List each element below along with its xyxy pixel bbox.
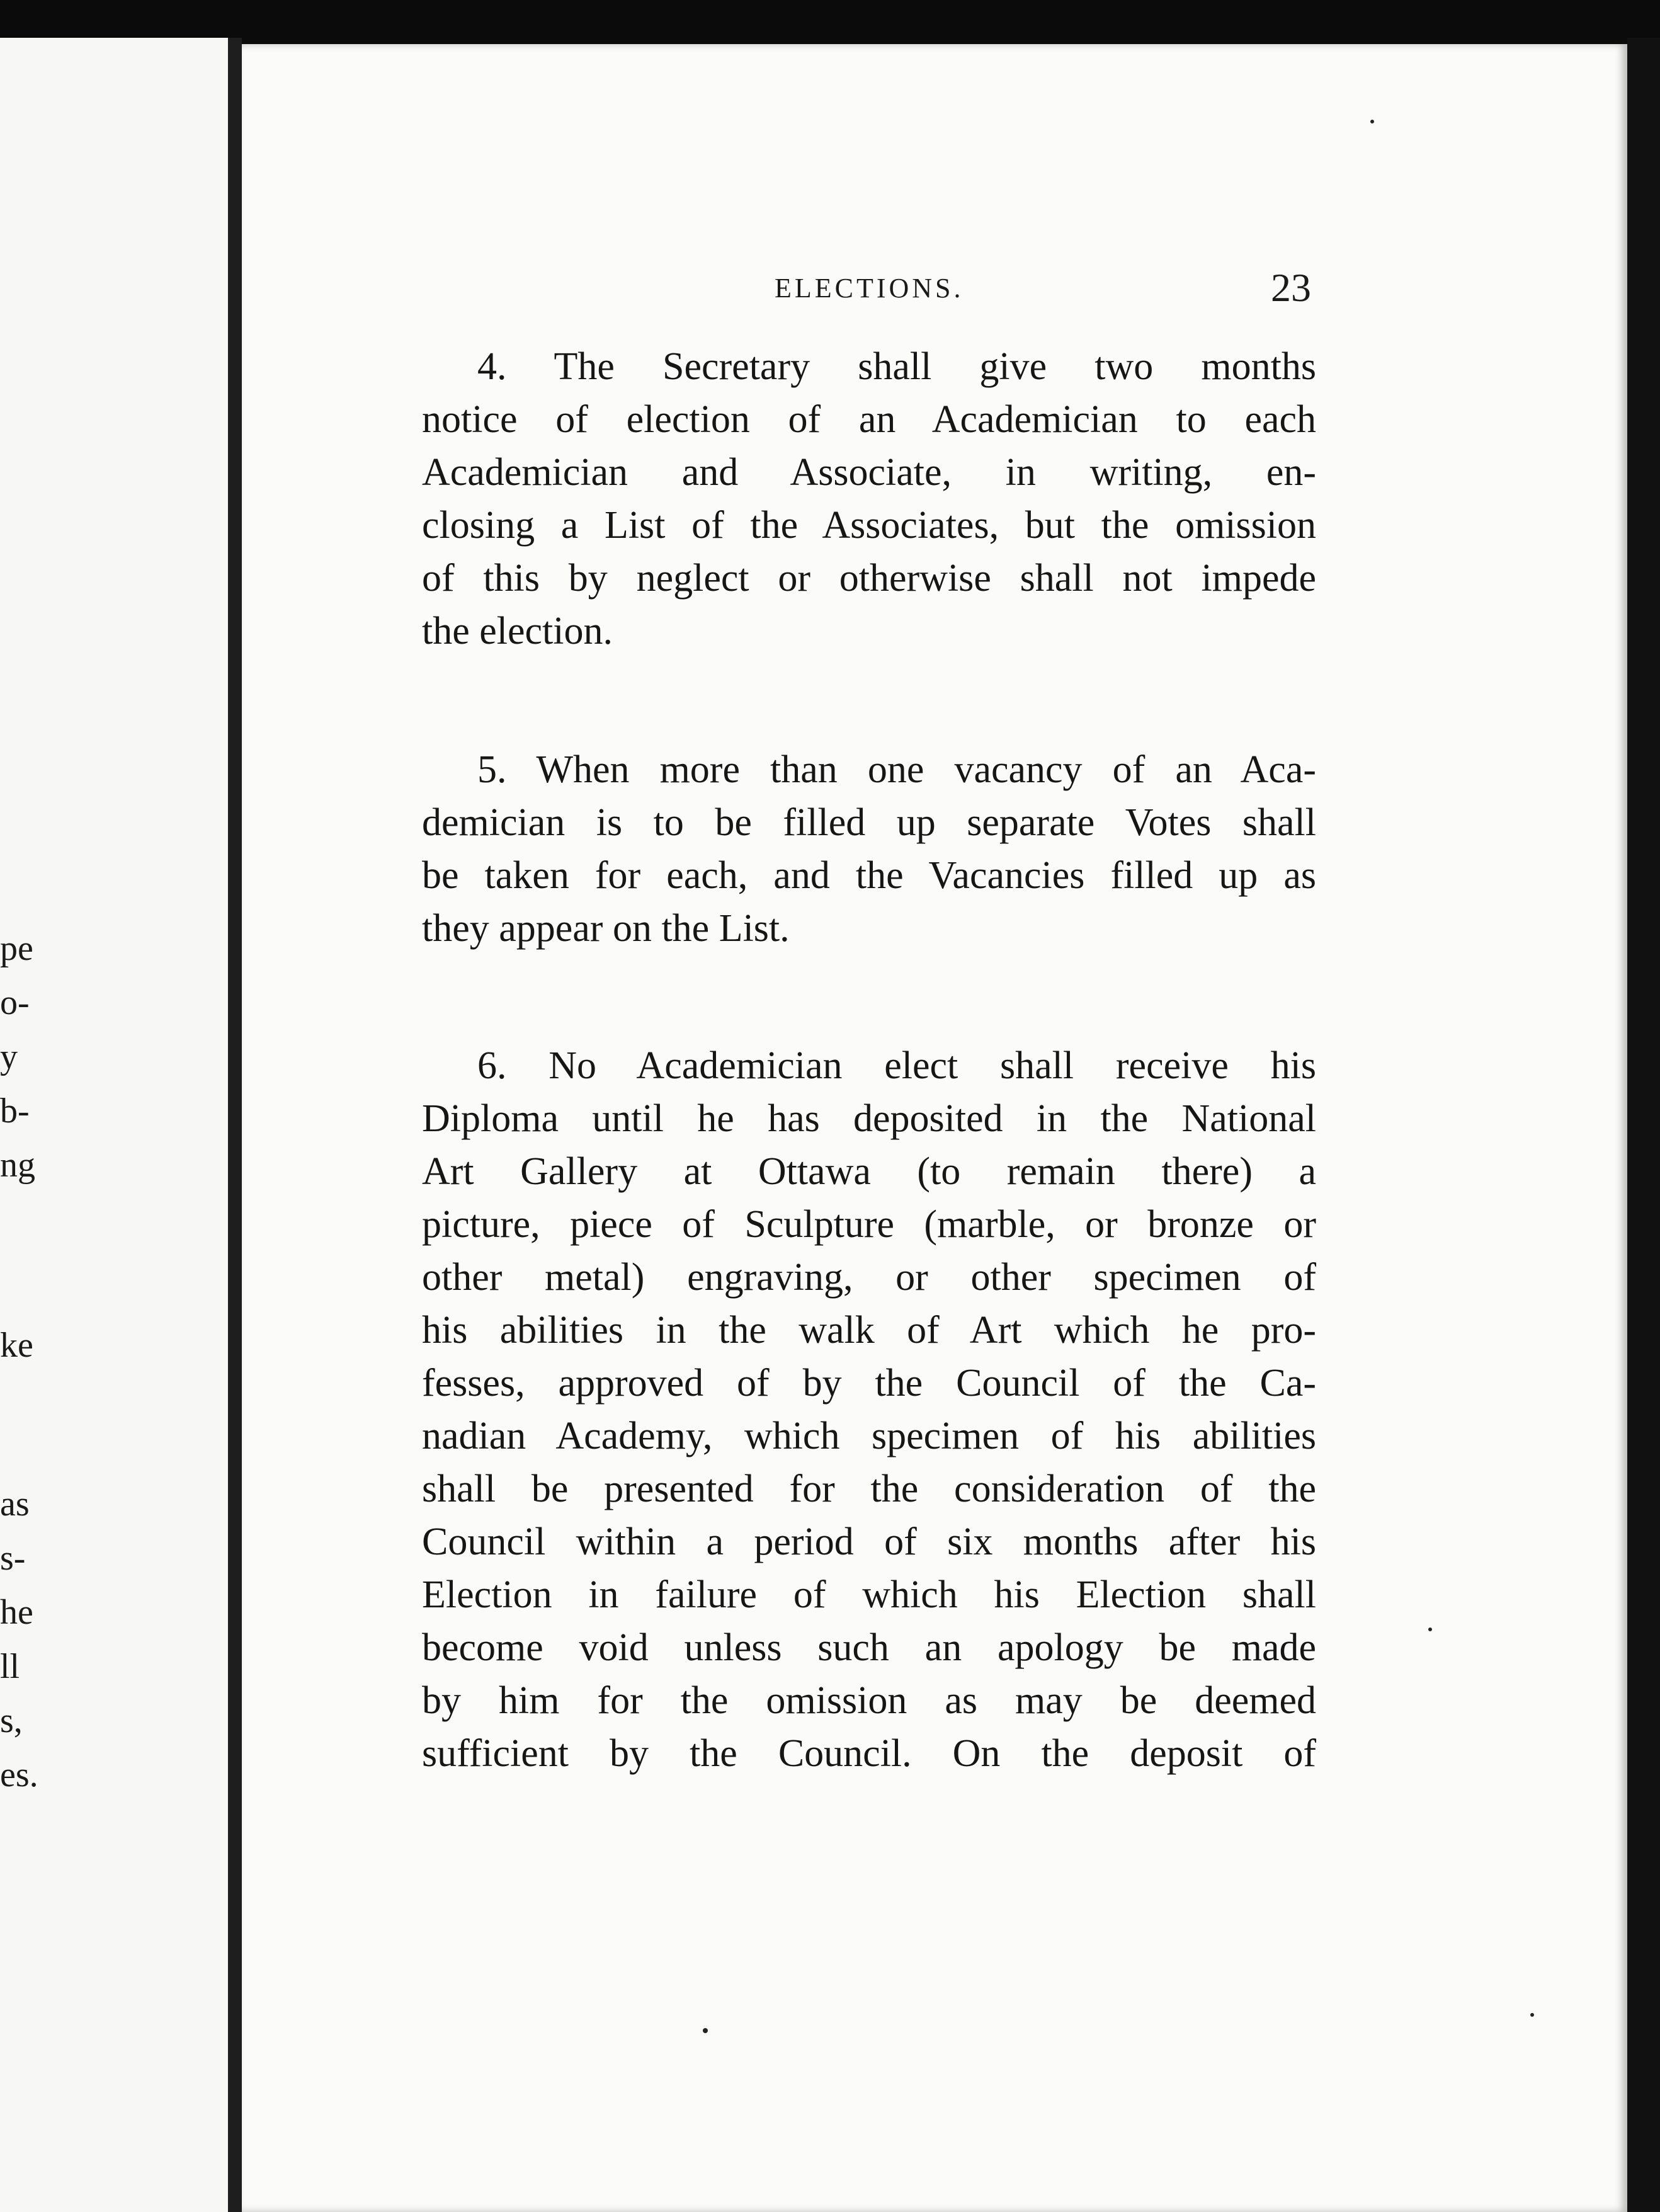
text-line: Academician and Associate, in writing, en-	[422, 451, 1316, 494]
left-page-fragment: es.	[0, 1755, 38, 1794]
text-line: notice of election of an Academician to each	[422, 398, 1316, 441]
left-page-fragment: pe	[0, 929, 33, 968]
text-line: 5. When more than one vacancy of an Aca-	[477, 748, 1316, 791]
text-line: closing a List of the Associates, but the omission	[422, 504, 1316, 547]
text-line: Council within a period of six months after his	[422, 1520, 1316, 1563]
left-page-fragment: s,	[0, 1701, 23, 1740]
text-line: picture, piece of Sculpture (marble, or bronze or	[422, 1203, 1316, 1246]
left-page-fragment: as	[0, 1485, 30, 1524]
text-line: 4. The Secretary shall give two months	[477, 345, 1316, 388]
text-line: Election in failure of which his Election shall	[422, 1573, 1316, 1616]
paper-speck	[703, 2028, 708, 2033]
text-line: 6. No Academician elect shall receive his	[477, 1044, 1316, 1087]
left-page-fragment: b-	[0, 1092, 30, 1131]
text-line: Diploma until he has deposited in the National	[422, 1097, 1316, 1140]
text-line: his abilities in the walk of Art which he pro-	[422, 1309, 1316, 1352]
text-line: be taken for each, and the Vacancies filled up as	[422, 854, 1316, 897]
text-line: the election.	[422, 610, 613, 653]
paper-speck	[1530, 2013, 1534, 2017]
left-page-fragment: ke	[0, 1326, 33, 1365]
text-line: other metal) engraving, or other specimen of	[422, 1256, 1316, 1299]
paragraph-6	[422, 1039, 1316, 1780]
left-page-fragment: he	[0, 1593, 33, 1632]
scanner-right-border	[1627, 38, 1660, 2212]
text-line: fesses, approved of by the Council of the Ca-	[422, 1362, 1316, 1405]
paper-speck	[1370, 120, 1374, 123]
facing-page-left	[0, 38, 228, 2212]
left-page-fragment: s-	[0, 1539, 26, 1578]
book-gutter	[228, 38, 242, 2212]
paper-speck	[1428, 1628, 1432, 1631]
paragraph-5	[422, 743, 1316, 955]
running-head: ELECTIONS.	[775, 273, 964, 304]
text-line: sufficient by the Council. On the deposit of	[422, 1732, 1316, 1775]
text-line: become void unless such an apology be made	[422, 1626, 1316, 1669]
left-page-fragment: ng	[0, 1146, 35, 1185]
page-number: 23	[1271, 265, 1311, 310]
text-line: nadian Academy, which specimen of his abilities	[422, 1415, 1316, 1457]
text-line: by him for the omission as may be deemed	[422, 1679, 1316, 1722]
text-line: they appear on the List.	[422, 907, 790, 950]
text-line: of this by neglect or otherwise shall not impede	[422, 557, 1316, 600]
text-line: Art Gallery at Ottawa (to remain there) a	[422, 1150, 1316, 1193]
text-line: demician is to be filled up separate Votes shall	[422, 801, 1316, 844]
text-line: shall be presented for the consideration of the	[422, 1468, 1316, 1510]
left-page-fragment: o-	[0, 983, 30, 1022]
paragraph-4	[422, 340, 1316, 658]
left-page-fragment: y	[0, 1037, 18, 1076]
left-page-fragment: ll	[0, 1647, 20, 1686]
